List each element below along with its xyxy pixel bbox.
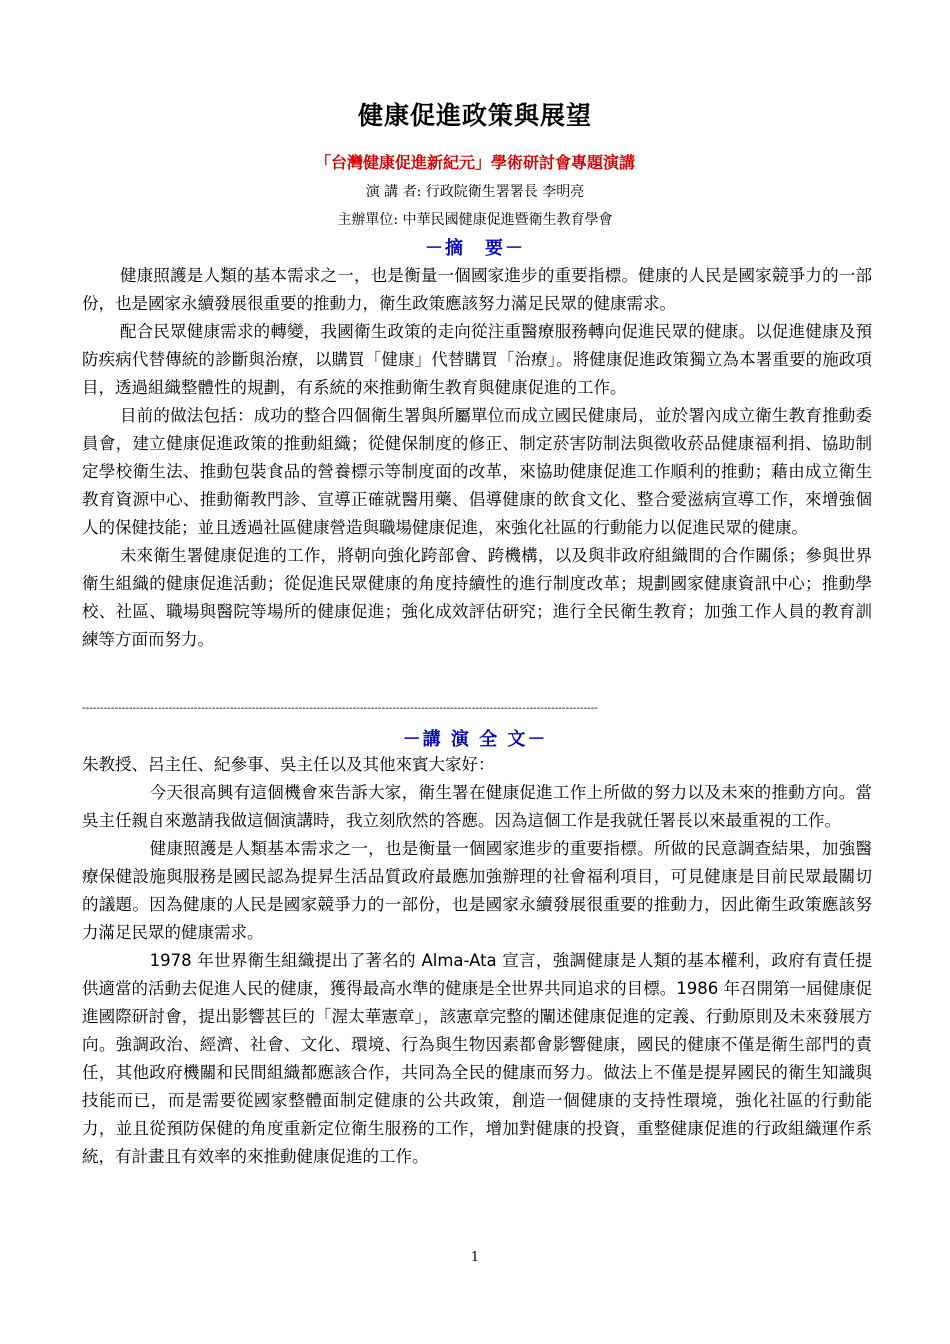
section-divider: ----------------------------------------------------------------------------------------------------------------------------------------------- (82, 703, 599, 714)
speech-greeting: 朱教授、呂主任、紀參事、吳主任以及其他來賓大家好： (82, 755, 495, 774)
speech-paragraph: 今天很高興有這個機會來告訴大家，衛生署在健康促進工作上所做的努力以及未來的推動方向。當吳主任親自來邀請我做這個演講時，我立刻欣然的答應。因為這個工作是我就任署長以來最重視的工作。 (82, 783, 872, 830)
speaker-line: 演 講 者: 行政院衛生署署長 李明亮 (365, 184, 585, 200)
speech-body (82, 751, 872, 1171)
speech-paragraph: 1978 年世界衛生組織提出了著名的 Alma-Ata 宣言，強調健康是人類的基本權利，政府有責任提供適當的活動去促進人民的健康，獲得最高水準的健康是全世界共同追求的目標。1986 年召開第一屆健康促進國際研討會，提出影響甚巨的「渥太華憲章」，該憲章完整的闡述健康促進的定義、行動原則及未來發展方向。強調政治、經濟、社會、文化、環境、行為與生物因素都會影響健康，國民的健康不僅是衛生部門的責任，其他政府機關和民間組織都應該合作，共同為全民的健康而努力。做法上不僅是提昇國民的衛生知識與技能而已，而是需要從國家整體面制定健康的公共政策，創造一個健康的支持性環境，強化社區的行動能力，並且從預防保健的角度重新定位衛生服務的工作，增加對健康的投資，重整健康促進的行政組織運作系統，有計畫且有效率的來推動健康促進的工作。 (82, 951, 872, 1166)
document-subtitle: 「台灣健康促進新紀元」學術研討會專題演講 (314, 153, 635, 172)
abstract-body (82, 262, 872, 654)
host-line: 主辦單位: 中華民國健康促進暨衛生教育學會 (337, 212, 613, 228)
abstract-paragraph: 未來衛生署健康促進的工作，將朝向強化跨部會、跨機構，以及與非政府組織間的合作關係；參與世界衛生組織的健康促進活動；從促進民眾健康的角度持續性的進行制度改革；規劃國家健康資訊中心；推動學校、社區、職場與醫院等場所的健康促進；強化成效評估研究；進行全民衛生教育；加強工作人員的教育訓練等方面而努力。 (82, 546, 872, 649)
page-number: 1 (470, 1250, 480, 1265)
abstract-paragraph: 配合民眾健康需求的轉變，我國衛生政策的走向從注重醫療服務轉向促進民眾的健康。以促進健康及預防疾病代替傳統的診斷與治療，以購買「健康」代替購買「治療」。將健康促進政策獨立為本署重要的施政項目，透過組織整體性的規劃，有系統的來推動衛生教育與健康促進的工作。 (82, 322, 872, 397)
abstract-heading: －摘 要－ (425, 238, 525, 259)
speech-paragraph: 健康照護是人類基本需求之一，也是衡量一個國家進步的重要指標。所做的民意調查結果，加強醫療保健設施與服務是國民認為提昇生活品質政府最應加強辦理的社會福利項目，可見健康是目前民眾最關切的議題。因為健康的人民是國家競爭力的一部份，也是國家永續發展很重要的推動力，因此衛生政策應該努力滿足民眾的健康需求。 (82, 839, 872, 942)
abstract-paragraph: 目前的做法包括：成功的整合四個衛生署與所屬單位而成立國民健康局，並於署內成立衛生教育推動委員會，建立健康促進政策的推動組織；從健保制度的修正、制定菸害防制法與徵收菸品健康福利捐、協助制定學校衛生法、推動包裝食品的營養標示等制度面的改革，來協助健康促進工作順利的推動；藉由成立衛生教育資源中心、推動衛教門診、宣導正確就醫用藥、倡導健康的飲食文化、整合愛滋病宣導工作，來增強個人的保健技能；並且透過社區健康營造與職場健康促進，來強化社區的行動能力以促進民眾的健康。 (82, 406, 872, 537)
abstract-paragraph: 健康照護是人類的基本需求之一，也是衡量一個國家進步的重要指標。健康的人民是國家競爭力的一部份，也是國家永續發展很重要的推動力，衛生政策應該努力滿足民眾的健康需求。 (82, 266, 872, 313)
speech-heading: －講 演 全 文－ (402, 729, 548, 750)
document-title: 健康促進政策與展望 (357, 101, 592, 130)
